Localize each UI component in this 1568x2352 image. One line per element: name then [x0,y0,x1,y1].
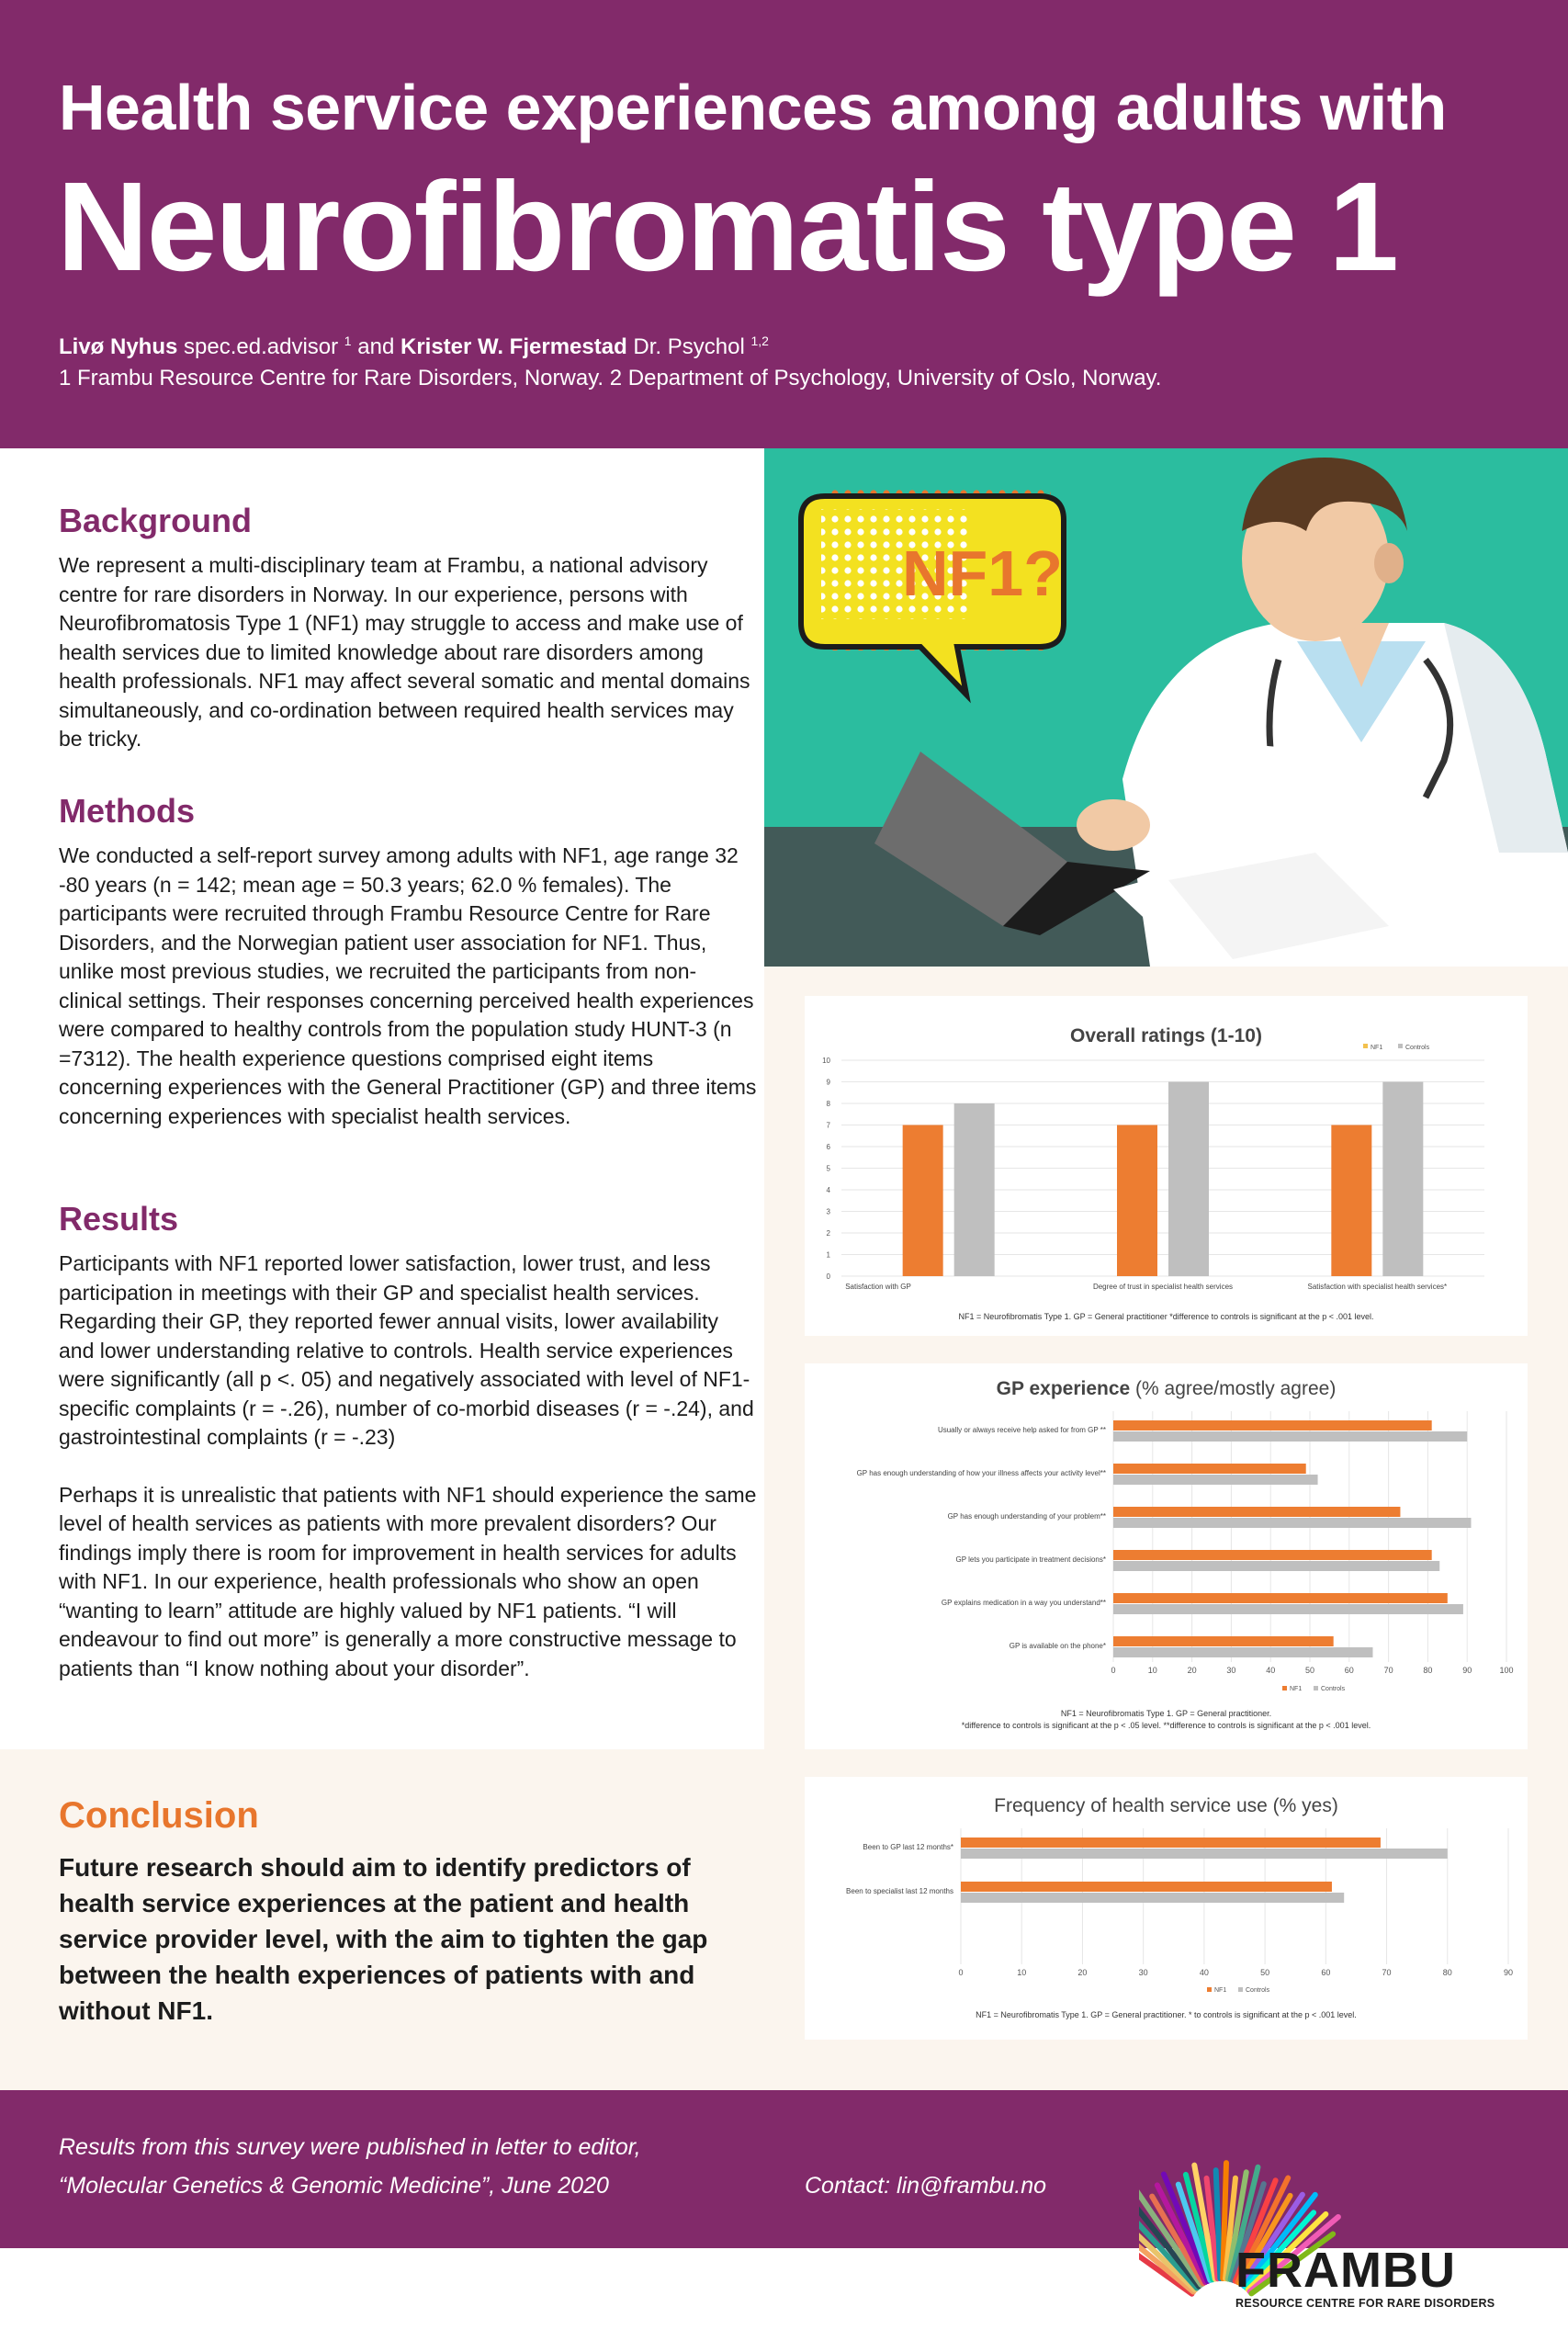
author1-role: spec.ed.advisor [177,334,344,359]
conclusion-title: Conclusion [59,1795,259,1836]
results-body-1: Participants with NF1 reported lower satisfaction, lower trust, and less participation in meetings with their GP and specialist health services. Regarding their GP, they reported fewer annual visits, lower availability and lower understanding relative to controls. Health service experiences were significantly (all p <. 05) and negatively associated with level of NF1-specific complaints (r = -.26), number of co-morbid diseases (r = -.24), and gastrointestinal complaints (r = -.23) [59,1251,754,1449]
y-tick-label: 10 [822,1057,830,1065]
legend-swatch [1238,1987,1243,1992]
chart2-title-bold: GP experience [996,1378,1131,1399]
bar-controls [1113,1431,1467,1442]
y-category-label: GP has enough understanding of your problem** [947,1512,1106,1521]
y-category-label: Usually or always receive help asked for from GP ** [937,1426,1106,1434]
chart2-title-rest: (% agree/mostly agree) [1130,1378,1337,1399]
x-tick-label: 10 [1147,1666,1157,1675]
y-tick-label: 9 [826,1078,830,1087]
gp-experience-chart [805,1363,1528,1749]
conclusion-section [59,1795,757,2029]
affiliations: 1 Frambu Resource Centre for Rare Disorders, Norway. 2 Department of Psychology, University of Oslo, Norway. [59,366,1162,390]
bar-controls [1113,1475,1318,1485]
methods-title: Methods [59,792,195,830]
conclusion-body: Future research should aim to identify predictors of health service experiences at the patient and health service provider level, with the aim to tighten the gap between the health experiences of patients with and without NF1. [59,1853,708,2025]
logo-tagline: RESOURCE CENTRE FOR RARE DISORDERS [1235,2297,1495,2310]
y-tick-label: 1 [826,1250,830,1260]
frequency-chart-card [805,1777,1528,2040]
publication-line1: Results from this survey were published in letter to editor, [59,2134,641,2160]
bar-nf1 [1117,1125,1157,1277]
bar-controls [1382,1082,1423,1277]
doctor-illustration [764,448,1568,967]
background-title: Background [59,502,253,539]
chart1-note: NF1 = Neurofibromatis Type 1. GP = General practitioner *difference to controls is significant at the p < .001 level. [958,1312,1374,1321]
y-category-label: GP has enough understanding of how your illness affects your activity level** [856,1469,1106,1477]
y-category-label: GP explains medication in a way you understand** [941,1599,1106,1607]
author2-name: Krister W. Fjermestad [400,334,627,359]
legend-swatch [1314,1686,1318,1690]
y-tick-label: 6 [826,1143,830,1151]
author2-sup: 1,2 [750,334,769,348]
bar-controls [954,1103,995,1276]
bar-nf1 [1113,1636,1334,1646]
legend-swatch [1207,1987,1212,1992]
x-tick-label: 90 [1462,1666,1472,1675]
x-tick-label: 20 [1077,1968,1088,1977]
frequency-chart [805,1777,1528,2040]
overall-ratings-chart-card [805,996,1528,1336]
chart3-note: NF1 = Neurofibromatis Type 1. GP = General practitioner. * to controls is significant at the p < .001 level. [976,2010,1357,2019]
x-tick-label: 70 [1382,1968,1392,1977]
methods-body: We conducted a self-report survey among adults with NF1, age range 32 -80 years (n = 142; mean age = 50.3 years; 62.0 % females). The participants were recruited through Frambu Resource Centre for Rare Disorders, and the Norwegian patient user association for NF1. Thus, unlike most previous studies, we recruited the participants from non-clinical settings. Their responses concerning perceived health experiences were compared to healthy controls from the population study HUNT-3 (n =7312). The health experience questions comprised eight items concerning experiences with the General Practitioner (GP) and three items concerning experiences with specialist health services. [59,843,757,1128]
bar-nf1 [1113,1420,1432,1430]
x-tick-label: 10 [1017,1968,1027,1977]
bar-controls [1113,1561,1439,1571]
chart3-title: Frequency of health service use (% yes) [994,1795,1338,1816]
gp-experience-chart-card [805,1363,1528,1749]
legend-label: Controls [1246,1987,1270,1994]
x-tick-label: 0 [958,1968,964,1977]
doctor-laptop-image [764,448,1568,967]
legend-swatch [1363,1044,1368,1048]
y-tick-label: 3 [826,1207,830,1216]
author1-sup: 1 [344,334,352,348]
y-tick-label: 4 [826,1186,830,1194]
x-tick-label: 50 [1304,1666,1315,1675]
bar-controls [1168,1082,1209,1277]
x-tick-label: 0 [1111,1666,1116,1675]
x-tick-label: 90 [1503,1968,1514,1977]
x-tick-label: 40 [1266,1666,1276,1675]
bubble-text: NF1? [902,537,1063,609]
bar-nf1 [961,1838,1381,1848]
bar-controls [961,1893,1344,1903]
contact-email[interactable]: Contact: lin@frambu.no [805,2173,1047,2199]
legend-swatch [1282,1686,1287,1690]
results-section [59,1200,757,1683]
x-tick-label: 30 [1138,1968,1148,1977]
bar-nf1 [961,1882,1332,1892]
legend-label: Controls [1405,1045,1430,1051]
author2-role: Dr. Psychol [626,334,751,359]
x-tick-label: 70 [1383,1666,1393,1675]
legend-label: NF1 [1214,1987,1227,1994]
y-tick-label: 7 [826,1121,830,1130]
bar-controls [1113,1604,1463,1614]
x-tick-label: 100 [1499,1666,1514,1675]
legend-label: Controls [1321,1686,1346,1692]
chart2-note-2: *difference to controls is significant at the p < .05 level. **difference to controls is significant at the p < .001 level. [961,1721,1371,1730]
y-category-label: Been to GP last 12 months* [863,1843,953,1851]
x-tick-label: 60 [1321,1968,1331,1977]
results-body-2: Perhaps it is unrealistic that patients with NF1 should experience the same level of health services as patients with more prevalent disorders? Our findings imply there is room for improvement in health services for adults with NF1. In our experience, health professionals who show an open “wanting to learn” attitude are highly valued by NF1 patients. “I will endeavour to find out more” is generally a more constructive message to patients than “I know nothing about your disorder”. [59,1482,757,1680]
x-tick-label: 40 [1199,1968,1209,1977]
bar-nf1 [1113,1464,1306,1474]
x-tick-label: 50 [1260,1968,1270,1977]
y-tick-label: 2 [826,1229,830,1238]
bar-controls [1113,1518,1471,1528]
x-tick-label: 80 [1442,1968,1452,1977]
x-category-label: Satisfaction with specialist health services* [1307,1283,1448,1291]
poster-title-line2: Neurofibromatis type 1 [57,156,1397,298]
methods-section [59,792,757,1131]
x-category-label: Satisfaction with GP [845,1283,911,1291]
y-tick-label: 8 [826,1100,830,1108]
y-category-label: Been to specialist last 12 months [846,1887,953,1895]
header-banner [0,0,1568,448]
bar-controls [961,1849,1448,1859]
x-category-label: Degree of trust in specialist health services [1092,1283,1234,1291]
background-body: We represent a multi-disciplinary team at Frambu, a national advisory centre for rare disorders in Norway. In our experience, persons with Neurofibromatosis Type 1 (NF1) may struggle to access and make use of health services due to limited knowledge about rare disorders among health professionals. NF1 may affect several somatic and mental domains simultaneously, and co-ordination between required health services may be tricky. [59,553,750,751]
overall-ratings-chart [805,996,1528,1336]
bar-nf1 [1113,1507,1400,1517]
x-tick-label: 20 [1187,1666,1197,1675]
chart1-title: Overall ratings (1-10) [1070,1025,1262,1046]
publication-line2: “Molecular Genetics & Genomic Medicine”, June 2020 [59,2173,609,2199]
authors-and: and [351,334,400,359]
legend-label: NF1 [1290,1686,1303,1692]
bar-nf1 [903,1125,943,1277]
x-tick-label: 80 [1423,1666,1433,1675]
bar-controls [1113,1647,1372,1657]
author1-name: Livø Nyhus [59,334,178,359]
legend-label: NF1 [1371,1045,1383,1051]
y-category-label: GP is available on the phone* [1009,1642,1106,1650]
bar-nf1 [1331,1125,1371,1277]
y-tick-label: 0 [826,1272,830,1281]
y-tick-label: 5 [826,1164,830,1173]
bar-nf1 [1113,1593,1448,1603]
bar-nf1 [1113,1550,1432,1560]
y-category-label: GP lets you participate in treatment decisions* [955,1555,1106,1564]
x-tick-label: 60 [1344,1666,1354,1675]
legend-swatch [1398,1044,1403,1048]
logo-wordmark: FRAMBU [1235,2243,1456,2298]
poster-title-line1: Health service experiences among adults with [59,72,1447,143]
results-title: Results [59,1200,179,1238]
x-tick-label: 30 [1226,1666,1236,1675]
authors-line [59,333,769,361]
background-section [59,502,757,754]
chart2-note-1: NF1 = Neurofibromatis Type 1. GP = General practitioner. [1060,1709,1272,1718]
